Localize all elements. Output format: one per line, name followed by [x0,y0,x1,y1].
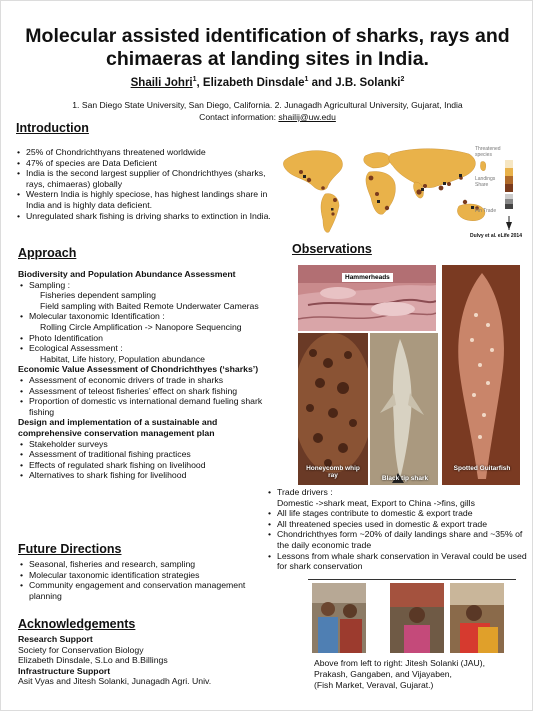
author-1: Shaili Johri [130,76,193,89]
observations-list [266,508,528,572]
list-item: • Photo Identification [18,333,298,344]
approach-subheading-plan: Design and implementation of a sustainable and comprehensive conservation management plan [18,417,218,438]
list-item: • Lessons from whale shark conservation in Veraval could be used for shark conservation [266,551,528,572]
approach-molecular-list [18,311,298,322]
list-item: • Seasonal, fisheries and research, sampling [18,559,280,570]
list-item: • Unregulated shark fishing is driving sharks to extinction in India. [15,211,273,222]
approach-biodiversity-list [18,280,298,291]
infrastructure-support-label: Infrastructure Support [18,665,111,676]
introduction-section [15,147,273,221]
observations-section [266,487,528,572]
affiliations-block [11,99,524,123]
introduction-heading: Introduction [16,121,89,135]
people-photo-2-image [390,583,444,653]
research-support-label: Research Support [18,634,93,644]
future-section [18,559,280,601]
blacktip-shark-photo [370,333,438,485]
approach-subheading-economic: Economic Value Assessment of Chondrichthyes (‘sharks’) [18,364,259,375]
list-item: • 25% of Chondrichthyans threatened worldwide [15,147,273,158]
approach-subheading-biodiversity: Biodiversity and Population Abundance Assessment [18,269,236,279]
sampling-detail-a: Fisheries dependent sampling [40,290,156,301]
people-photo-1-image [312,583,366,653]
approach-heading: Approach [18,246,77,260]
research-support-line-2: Elizabeth Dinsdale, S.Lo and B.Billings [18,655,168,666]
title-line-1: Molecular assisted identification of sharks, rays and [25,25,510,47]
honeycomb-ray-photo [298,333,368,485]
title-line-2: chimaeras at landing sites in India. [106,48,429,70]
affiliations: 1. San Diego State University, San Diego, California. 2. Junagadh Agricultural University, Gujarat, India [72,100,463,110]
approach-photo-list [18,333,298,354]
future-heading: Future Directions [18,542,122,556]
author-1-sup: 1 [192,76,197,83]
people-photo-1 [312,583,366,653]
list-item: • Assessment of economic drivers of trade in sharks [18,375,288,386]
list-item: • Stakeholder surveys [18,439,298,450]
contact-label: Contact information: [199,112,279,122]
approach-economic-list [18,375,288,417]
list-item: • Alternatives to shark fishing for livelihood [18,470,298,481]
author-3: and J.B. Solanki [308,76,401,89]
guitarfish-photo [442,265,520,485]
author-2: , Elizabeth Dinsdale [196,76,305,89]
list-item: • All life stages contribute to domestic & export trade [266,508,528,519]
molecular-detail: Rolling Circle Amplification -> Nanopore Sequencing [40,321,242,332]
guitarfish-image [442,265,520,485]
list-item: • Western India is highly speciose, has highest landings share in India and is highly data deficient. [15,189,273,210]
list-item: • India is the second largest supplier of Chondrichthyes (sharks, rays, chimaeras) globally [15,168,273,189]
caption-line-1: Above from left to right: Jitesh Solanki (JAU), [314,658,485,668]
list-item: • Community engagement and conservation management planning [18,580,280,601]
people-photo-2 [390,583,444,653]
contact-email-link[interactable]: shailij@uw.edu [278,112,336,122]
list-item: • Molecular taxonomic identification strategies [18,570,280,581]
sampling-detail-b: Field sampling with Baited Remote Underwater Cameras [40,300,259,311]
observations-heading: Observations [292,242,372,256]
divider [308,579,516,580]
honeycomb-ray-label: Honeycomb whip ray [306,465,360,479]
list-item: • 47% of species are Data Deficient [15,158,273,169]
list-item: • All threatened species used in domestic & export trade [266,519,528,530]
approach-section [18,269,298,481]
author-2-sup: 1 [304,76,309,83]
list-item: • Sampling : [18,280,298,291]
legend-threatened-label: Threatened species [475,146,501,158]
introduction-list [15,147,273,221]
list-item: • Ecological Assessment : [18,343,298,354]
hammerheads-label: Hammerheads [342,273,393,282]
infrastructure-support-line-1: Asit Vyas and Jitesh Solanki, Junagadh Agri. Univ. [18,676,212,687]
acknowledgements-section [18,634,288,687]
list-item: • Trade drivers : [266,487,528,498]
author-3-sup: 2 [400,76,405,83]
legend-fin-label: Fin Trade [475,208,497,214]
list-item: • Chondrichthyes form ~20% of daily landings share and ~35% of the daily economic trade [266,529,528,550]
caption-line-3: (Fish Market, Veraval, Gujarat.) [314,680,434,690]
honeycomb-ray-image [298,333,368,485]
approach-plan-list [18,439,298,481]
caption-line-2: Prakash, Gangaben, and Vijayaben, [314,669,452,679]
list-item: • Assessment of teleost fisheries’ effect on shark fishing [18,386,288,397]
people-photo-3-image [450,583,504,653]
list-item: • Effects of regulated shark fishing on livelihood [18,460,298,471]
acknowledgements-heading: Acknowledgements [18,617,136,631]
guitarfish-label: Spotted Guitarfish [453,465,511,472]
blacktip-shark-image [370,333,438,485]
map-citation: Dulvy et al. eLife 2014 [470,233,522,239]
list-item: • Molecular taxonomic Identification : [18,311,298,322]
list-item: • Assessment of traditional fishing practices [18,449,298,460]
research-support-line-1: Society for Conservation Biology [18,644,144,655]
observations-trade-list [266,487,528,498]
trade-detail: Domestic ->shark meat, Export to China ->fins, gills [277,497,475,508]
world-map-figure [273,142,525,242]
list-item: • Proportion of domestic vs international demand fueling shark fishing [18,396,288,417]
legend-landings-label: Landings Share [475,176,496,188]
eco-detail: Habitat, Life history, Population abundance [40,353,206,364]
people-caption [314,658,485,691]
author-list [11,76,524,89]
future-list [18,559,280,601]
people-photo-3 [450,583,504,653]
poster-title [11,25,524,71]
blacktip-shark-label: Black tip shark [381,475,429,482]
